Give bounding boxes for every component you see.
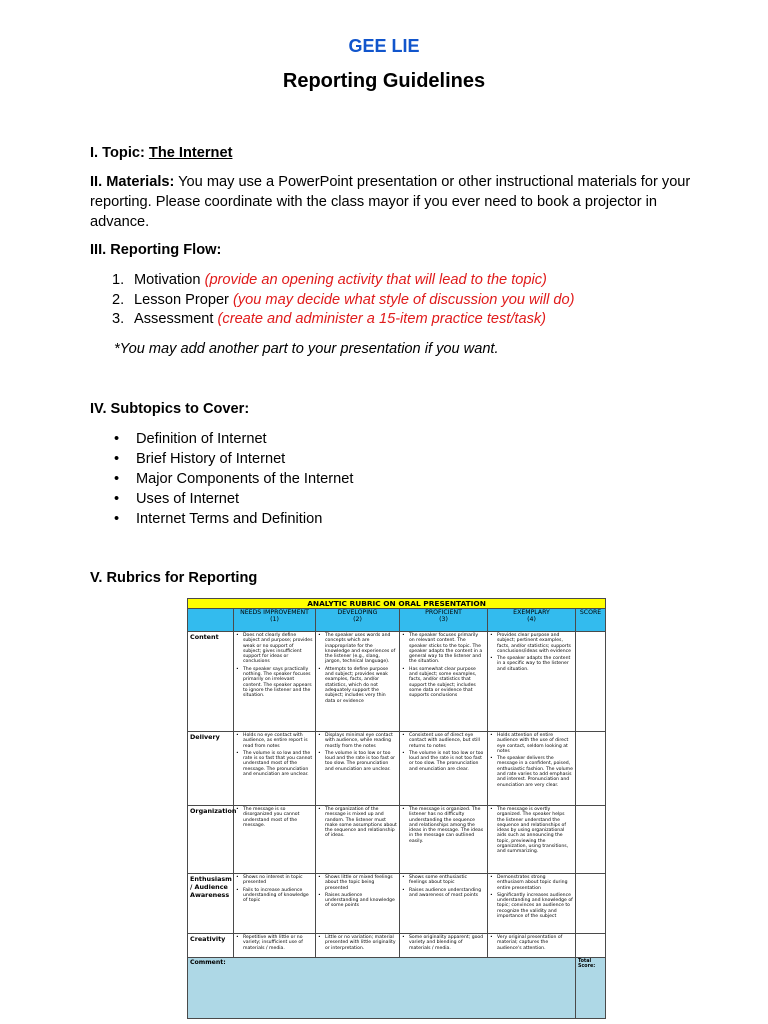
item-text: Brief History of Internet (136, 451, 286, 467)
descriptor-cell (316, 732, 400, 806)
descriptor-bullet: • Very original presentation of material; captures the audience's attention. (489, 935, 573, 951)
table-row (188, 874, 606, 934)
descriptor-cell (316, 874, 400, 934)
item-name: Motivation (134, 272, 201, 288)
descriptor-bullet: • Demonstrates strong enthusiasm about topic during entire presentation (489, 875, 573, 891)
descriptor-bullet: • Significantly increases audience understanding and knowledge of topic; convinces an audience to recognize the validity and importance of the subject (489, 893, 573, 919)
total-score-cell[interactable]: Total Score: (576, 958, 606, 1019)
header-blank (188, 609, 234, 632)
descriptor-cell (234, 732, 316, 806)
materials-label: II. Materials: (90, 174, 175, 190)
item-name: Lesson Proper (134, 291, 229, 308)
descriptor-cell (488, 934, 576, 958)
header-needs-improvement: NEEDS IMPROVEMENT (1) (234, 609, 316, 632)
criterion-cell: Organization (188, 806, 234, 874)
descriptor-bullet: • The volume is not too low or too loud and the rate is not too fast or too slow. The pronunciation and enunciation are clear. (401, 751, 485, 772)
descriptor-bullet: • The speaker adapts the content in a specific way to the listener and situation. (489, 656, 573, 672)
descriptor-cell (234, 806, 316, 874)
materials-text: You may use a PowerPoint presentation or other instructional materials for your reporting. Please coordinate with the class mayor if you ever need to book a projector in advance. (90, 174, 691, 230)
descriptor-cell (234, 632, 316, 732)
descriptor-bullet: • The speaker says practically nothing. The speaker focuses primarily on irrelevant content. The speaker appears to ignore the listener and the situation. (235, 667, 313, 699)
flow-list (90, 270, 710, 329)
descriptor-cell (400, 806, 488, 874)
topic-value: The Internet (148, 145, 233, 161)
descriptor-cell (316, 632, 400, 732)
item-number: 2. (112, 291, 125, 308)
rubric-table (187, 598, 606, 1019)
item-text: Major Components of the Internet (136, 471, 354, 487)
descriptor-bullet: • The organization of the message is mixed up and random. The listener must make some assumptions about the sequence and relationship of ideas. (317, 807, 397, 839)
descriptor-cell (488, 874, 576, 934)
materials-paragraph (90, 172, 710, 232)
criterion-cell: Content (188, 632, 234, 732)
rubric-caption: ANALYTIC RUBRIC ON ORAL PRESENTATION (188, 599, 606, 609)
table-row (188, 806, 606, 874)
descriptor-cell (400, 732, 488, 806)
descriptor-bullet: • Provides clear purpose and subject; pertinent examples, facts, and/or statistics; supports conclusions/ideas with evidence (489, 633, 573, 654)
descriptor-bullet: • Fails to increase audience understanding of knowledge of topic (235, 888, 313, 904)
descriptor-bullet: • The volume is so low and the rate is so fast that you cannot understand most of the message. The pronunciation and enunciation are unclear. (235, 751, 313, 777)
descriptor-cell (400, 632, 488, 732)
bullet-icon: • (114, 431, 120, 447)
rubric-body (188, 632, 606, 958)
descriptor-cell (316, 806, 400, 874)
descriptor-cell (234, 874, 316, 934)
header-proficient: PROFICIENT (3) (400, 609, 488, 632)
descriptor-bullet: • Holds attention of entire audience with the use of direct eye contact, seldom looking at notes (489, 733, 573, 754)
score-cell[interactable] (576, 874, 606, 934)
list-item (90, 290, 710, 310)
descriptor-bullet: • Raises audience understanding and awareness of most points (401, 888, 485, 899)
header-developing: DEVELOPING (2) (316, 609, 400, 632)
item-note: (create and administer a 15-item practice test/task) (217, 311, 547, 327)
bullet-icon: • (114, 491, 120, 507)
bullet-icon: • (114, 471, 120, 487)
item-note: (provide an opening activity that will lead to the topic) (204, 272, 547, 288)
descriptor-bullet: • Shows no interest in topic presented (235, 875, 313, 886)
item-number: 3. (112, 311, 125, 327)
flow-heading: III. Reporting Flow: (90, 242, 222, 258)
list-item (90, 270, 710, 290)
topic-line (90, 143, 710, 163)
rubrics-heading: V. Rubrics for Reporting (90, 570, 258, 586)
list-item (90, 469, 710, 489)
descriptor-bullet: • The message is organized. The listener has no difficulty understanding the sequence and relationships among the ideas in the message. The ideas in the message can outlined easily. (401, 807, 485, 844)
item-text: Uses of Internet (136, 491, 240, 507)
descriptor-cell (400, 934, 488, 958)
score-cell[interactable] (576, 632, 606, 732)
item-number: 1. (112, 272, 125, 288)
flow-footnote: *You may add another part to your presentation if you want. (114, 341, 499, 357)
criterion-cell: Delivery (188, 732, 234, 806)
descriptor-bullet: • Does not clearly define subject and purpose; provides weak or no support of subject; gives insufficient support for ideas or conclusions (235, 633, 313, 665)
criterion-cell: Enthusiasm / Audience Awareness (188, 874, 234, 934)
descriptor-cell (234, 934, 316, 958)
score-cell[interactable] (576, 806, 606, 874)
item-text: Internet Terms and Definition (136, 511, 323, 527)
item-note: (you may decide what style of discussion you will do) (232, 291, 575, 308)
bullet-icon: • (114, 451, 120, 467)
descriptor-cell (316, 934, 400, 958)
table-row (188, 732, 606, 806)
subtopics-list (90, 429, 710, 529)
descriptor-bullet: • Little or no variation; material presented with little originality or interpretation. (317, 935, 397, 951)
document-title: Reporting Guidelines (282, 70, 486, 92)
topic-label: I. Topic: (90, 145, 145, 161)
descriptor-bullet: • The speaker focuses primarily on relevant content. The speaker sticks to the topic. The speaker adapts the content in a general way to the listener and the situation. (401, 633, 485, 665)
table-row (188, 632, 606, 732)
descriptor-cell (488, 732, 576, 806)
descriptor-bullet: • The speaker uses words and concepts which are inappropriate for the knowledge and experiences of the listener (e.g., slang, jargon, technical language). (317, 633, 397, 665)
list-item (90, 429, 710, 449)
item-text: Definition of Internet (136, 431, 267, 447)
descriptor-bullet: • Displays minimal eye contact with audience, while reading mostly from the notes (317, 733, 397, 749)
criterion-cell: Creativity (188, 934, 234, 958)
descriptor-bullet: • Raises audience understanding and knowledge of some points (317, 893, 397, 909)
header-score: SCORE (576, 609, 606, 632)
table-row (188, 934, 606, 958)
bullet-icon: • (114, 511, 120, 527)
descriptor-cell (400, 874, 488, 934)
descriptor-bullet: • Shows little or mixed feelings about the topic being presented (317, 875, 397, 891)
descriptor-bullet: • Holds no eye contact with audience, as entire report is read from notes (235, 733, 313, 749)
descriptor-bullet: • The message is so disorganized you cannot understand most of the message. (235, 807, 313, 828)
descriptor-bullet: • Has somewhat clear purpose and subject; some examples, facts, and/or statistics that support the subject; includes some data or evidence that supports conclusions (401, 667, 485, 699)
descriptor-bullet: • The speaker delivers the message in a confident, poised, enthusiastic fashion. The volume and rate varies to add emphasis and interest. Pronunciation and enunciation are very clear. (489, 756, 573, 788)
descriptor-bullet: • Shows some enthusiastic feelings about topic (401, 875, 485, 886)
descriptor-cell (488, 632, 576, 732)
comment-cell[interactable]: Comment: (188, 958, 576, 1019)
descriptor-bullet: • The message is overtly organized. The speaker helps the listener understand the sequence and relationships of ideas by using organizational aids such as announcing the topic, previewing the organization, using transitions, and summarizing. (489, 807, 573, 855)
score-cell[interactable] (576, 732, 606, 806)
item-name: Assessment (134, 311, 214, 327)
descriptor-bullet: • The volume is too low or too loud and the rate is too fast or too slow. The pronunciation and enunciation are unclear. (317, 751, 397, 772)
subtopics-heading: IV. Subtopics to Cover: (90, 401, 250, 417)
descriptor-bullet: • Attempts to define purpose and subject; provides weak examples, facts, and/or statistics, which do not adequately support the subject; includes very thin data or evidence (317, 667, 397, 704)
header-exemplary: EXEMPLARY (4) (488, 609, 576, 632)
list-item (90, 489, 710, 509)
list-item (90, 309, 710, 329)
score-cell[interactable] (576, 934, 606, 958)
list-item (90, 449, 710, 469)
author-name: GEE LIE (348, 36, 420, 56)
descriptor-bullet: • Some originality apparent; good variety and blending of materials / media. (401, 935, 485, 951)
descriptor-bullet: • Repetitive with little or no variety; insufficient use of materials / media. (235, 935, 313, 951)
descriptor-bullet: • Consistent use of direct eye contact with audience, but still returns to notes (401, 733, 485, 749)
list-item (90, 509, 710, 529)
descriptor-cell (488, 806, 576, 874)
